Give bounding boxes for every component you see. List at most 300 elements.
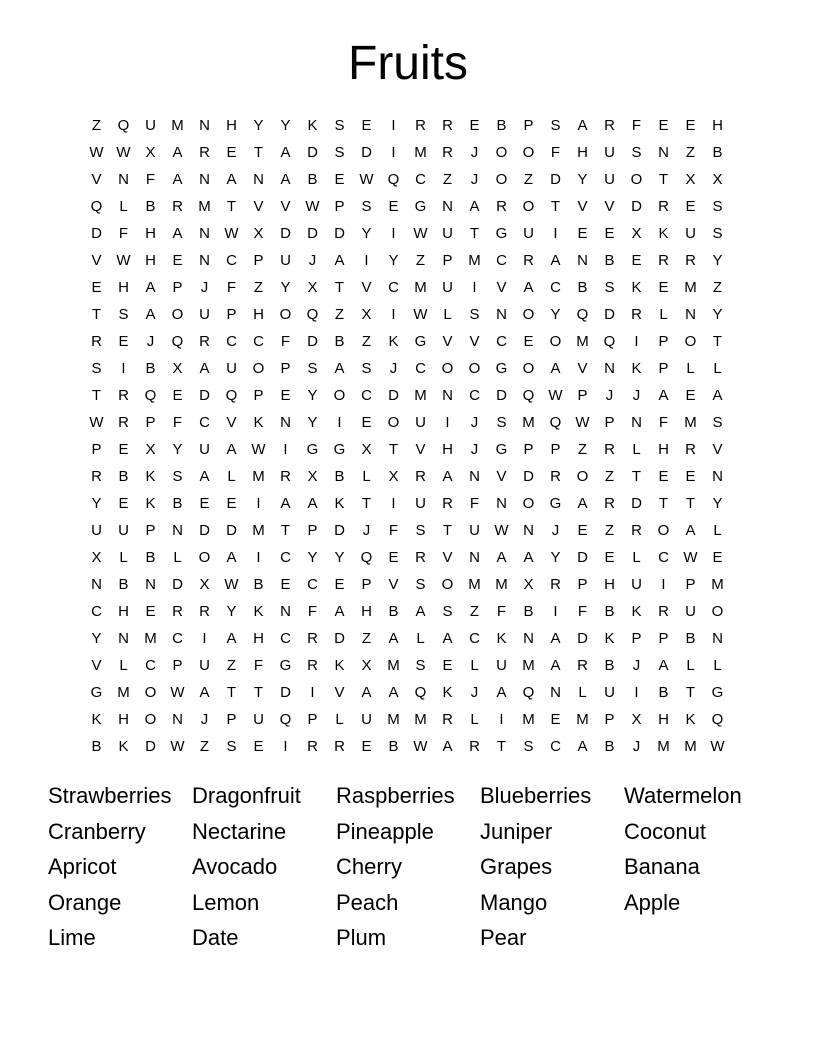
grid-letter: Q	[117, 117, 130, 134]
grid-letter: A	[496, 684, 507, 701]
grid-letter: R	[550, 576, 561, 593]
grid-letter: S	[469, 306, 480, 323]
grid-letter: I	[472, 279, 477, 296]
grid-letter: N	[712, 630, 723, 647]
grid-letter: P	[172, 279, 183, 296]
grid-letter: A	[226, 549, 237, 566]
grid-letter: N	[172, 522, 183, 539]
grid-letter: B	[334, 333, 345, 350]
grid-letter: Y	[307, 414, 318, 431]
grid-letter: B	[496, 117, 507, 134]
grid-letter: O	[576, 468, 589, 485]
grid-letter: L	[119, 549, 128, 566]
grid-letter: H	[442, 441, 453, 458]
grid-letter: A	[334, 603, 345, 620]
grid-letter: S	[712, 225, 723, 242]
grid-letter: J	[308, 252, 317, 269]
grid-letter: M	[252, 522, 265, 539]
grid-letter: N	[145, 576, 156, 593]
grid-letter: H	[145, 225, 156, 242]
grid-letter: D	[334, 630, 345, 647]
grid-letter: X	[685, 171, 696, 188]
word-list-item: Date	[192, 925, 239, 950]
grid-letter: M	[198, 198, 211, 215]
grid-letter: U	[496, 657, 507, 674]
grid-letter: P	[604, 414, 615, 431]
grid-letter: Y	[712, 495, 723, 512]
grid-letter: B	[253, 576, 264, 593]
grid-letter: C	[415, 360, 426, 377]
grid-letter: A	[226, 441, 237, 458]
grid-letter: E	[361, 117, 372, 134]
grid-letter: R	[604, 495, 615, 512]
grid-letter: B	[577, 279, 588, 296]
grid-letter: R	[496, 198, 507, 215]
grid-letter: N	[442, 198, 453, 215]
grid-letter: D	[226, 522, 237, 539]
grid-letter: Z	[334, 306, 345, 323]
grid-letter: K	[631, 603, 642, 620]
grid-letter: F	[469, 495, 480, 512]
grid-letter: E	[469, 117, 480, 134]
grid-letter: C	[280, 549, 291, 566]
word-list-item: Watermelon	[624, 783, 742, 808]
grid-letter: P	[658, 333, 669, 350]
grid-letter: S	[442, 603, 453, 620]
grid-letter: S	[415, 657, 426, 674]
grid-letter: C	[307, 576, 318, 593]
grid-letter: D	[361, 144, 372, 161]
grid-letter: Z	[523, 171, 534, 188]
grid-letter: E	[361, 414, 372, 431]
grid-letter: E	[631, 252, 642, 269]
grid-letter: H	[604, 576, 615, 593]
grid-letter: B	[172, 495, 183, 512]
grid-letter: F	[631, 117, 642, 134]
grid-letter: P	[361, 576, 372, 593]
grid-letter: L	[119, 657, 128, 674]
grid-letter: J	[200, 279, 209, 296]
grid-letter: F	[253, 657, 264, 674]
grid-letter: O	[387, 414, 400, 431]
grid-letter: T	[226, 684, 237, 701]
grid-letter: T	[91, 387, 102, 404]
grid-letter: P	[685, 576, 696, 593]
grid-letter: Q	[522, 387, 535, 404]
grid-letter: E	[523, 333, 534, 350]
grid-letter: Q	[414, 684, 427, 701]
grid-letter: B	[685, 630, 696, 647]
grid-letter: C	[226, 252, 237, 269]
grid-letter: A	[442, 468, 453, 485]
grid-letter: Q	[522, 684, 535, 701]
grid-letter: O	[441, 360, 454, 377]
grid-letter: G	[495, 360, 508, 377]
grid-letter: Q	[549, 414, 562, 431]
grid-letter: V	[496, 279, 507, 296]
grid-letter: F	[658, 414, 669, 431]
word-list-item: Orange	[48, 889, 122, 915]
grid-letter: E	[658, 279, 669, 296]
grid-letter: J	[632, 738, 641, 755]
grid-letter: C	[361, 387, 372, 404]
grid-letter: C	[658, 549, 669, 566]
grid-letter: R	[442, 495, 453, 512]
grid-letter: O	[495, 171, 508, 188]
grid-letter: A	[172, 144, 183, 161]
grid-letter: U	[604, 144, 615, 161]
grid-letter: M	[684, 414, 697, 431]
grid-letter: X	[172, 360, 183, 377]
grid-letter: U	[469, 522, 480, 539]
grid-letter: R	[523, 252, 534, 269]
grid-letter: P	[523, 441, 534, 458]
grid-letter: Y	[550, 306, 561, 323]
grid-letter: G	[90, 684, 103, 701]
grid-letter: X	[712, 171, 723, 188]
grid-letter: V	[91, 171, 102, 188]
grid-letter: F	[550, 144, 561, 161]
grid-letter: R	[658, 603, 669, 620]
grid-letter: N	[280, 603, 291, 620]
grid-letter: S	[550, 117, 561, 134]
grid-letter: A	[280, 144, 291, 161]
word-list-item: Lime	[48, 925, 96, 950]
grid-letter: V	[361, 279, 372, 296]
grid-letter: O	[549, 333, 562, 350]
grid-letter: E	[172, 387, 183, 404]
grid-letter: N	[712, 468, 723, 485]
grid-letter: N	[658, 144, 669, 161]
grid-letter: C	[469, 630, 480, 647]
grid-letter: O	[522, 144, 535, 161]
grid-letter: S	[415, 522, 426, 539]
grid-letter: S	[91, 360, 102, 377]
grid-letter: I	[499, 711, 504, 728]
grid-letter: Z	[685, 144, 696, 161]
grid-letter: C	[145, 657, 156, 674]
grid-letter: V	[577, 198, 588, 215]
grid-letter: B	[145, 198, 156, 215]
grid-letter: E	[361, 738, 372, 755]
word-list-item: Pineapple	[336, 818, 434, 844]
grid-letter: Z	[469, 603, 480, 620]
grid-letter: P	[658, 630, 669, 647]
grid-letter: B	[118, 576, 129, 593]
grid-letter: P	[577, 576, 588, 593]
grid-letter: N	[280, 414, 291, 431]
grid-letter: M	[414, 279, 427, 296]
grid-letter: P	[226, 711, 237, 728]
grid-letter: W	[170, 738, 185, 755]
grid-letter: N	[469, 468, 480, 485]
grid-letter: W	[170, 684, 185, 701]
grid-letter: W	[575, 414, 590, 431]
grid-letter: A	[280, 171, 291, 188]
grid-letter: X	[253, 225, 264, 242]
grid-letter: D	[334, 522, 345, 539]
grid-letter: R	[469, 738, 480, 755]
grid-letter: M	[252, 468, 265, 485]
grid-letter: U	[199, 441, 210, 458]
grid-letter: T	[442, 522, 453, 539]
grid-letter: P	[280, 360, 291, 377]
grid-letter: Z	[604, 522, 615, 539]
grid-letter: M	[414, 387, 427, 404]
grid-letter: B	[145, 360, 156, 377]
grid-letter: F	[307, 603, 318, 620]
grid-letter: A	[469, 198, 480, 215]
grid-letter: Q	[711, 711, 724, 728]
grid-letter: N	[469, 549, 480, 566]
grid-letter: N	[172, 711, 183, 728]
grid-letter: A	[145, 306, 156, 323]
grid-letter: Q	[387, 171, 400, 188]
grid-letter: J	[632, 657, 641, 674]
grid-letter: H	[118, 279, 129, 296]
grid-letter: B	[334, 468, 345, 485]
grid-letter: J	[146, 333, 155, 350]
grid-letter: I	[634, 333, 639, 350]
grid-letter: X	[523, 576, 534, 593]
grid-letter: A	[577, 738, 588, 755]
grid-letter: R	[415, 549, 426, 566]
grid-letter: Y	[712, 252, 723, 269]
grid-letter: R	[307, 657, 318, 674]
grid-letter: M	[414, 711, 427, 728]
grid-letter: W	[251, 441, 266, 458]
grid-letter: U	[253, 711, 264, 728]
grid-letter: L	[713, 360, 722, 377]
grid-letter: H	[118, 711, 129, 728]
grid-letter: C	[550, 738, 561, 755]
word-list-item: Cranberry	[48, 818, 146, 844]
word-list-item: Lemon	[192, 889, 260, 915]
grid-letter: L	[173, 549, 182, 566]
grid-letter: P	[523, 117, 534, 134]
grid-letter: H	[253, 630, 264, 647]
grid-letter: B	[523, 603, 534, 620]
grid-letter: W	[305, 198, 320, 215]
word-list-item: Blueberries	[480, 783, 592, 808]
grid-letter: G	[495, 225, 508, 242]
grid-letter: P	[307, 522, 318, 539]
grid-letter: S	[604, 279, 615, 296]
grid-letter: B	[712, 144, 723, 161]
grid-letter: I	[337, 414, 342, 431]
grid-letter: R	[118, 414, 129, 431]
word-list-item: Banana	[624, 854, 700, 879]
grid-letter: A	[658, 657, 669, 674]
grid-letter: E	[118, 333, 129, 350]
grid-letter: M	[522, 657, 535, 674]
grid-letter: G	[333, 441, 346, 458]
grid-letter: C	[280, 630, 291, 647]
grid-letter: M	[468, 576, 481, 593]
grid-letter: A	[442, 630, 453, 647]
grid-letter: C	[550, 279, 561, 296]
grid-letter: R	[280, 468, 291, 485]
grid-letter: S	[631, 144, 642, 161]
grid-letter: R	[199, 603, 210, 620]
grid-letter: J	[632, 387, 641, 404]
grid-letter: H	[577, 144, 588, 161]
grid-letter: Q	[225, 387, 238, 404]
grid-letter: U	[685, 225, 696, 242]
page-title: Fruits	[348, 37, 468, 90]
grid-letter: W	[548, 387, 563, 404]
grid-letter: R	[118, 387, 129, 404]
grid-letter: O	[522, 306, 535, 323]
grid-letter: M	[117, 684, 130, 701]
grid-letter: G	[495, 441, 508, 458]
grid-letter: M	[657, 738, 670, 755]
grid-letter: O	[495, 144, 508, 161]
grid-letter: W	[413, 738, 428, 755]
grid-letter: O	[711, 603, 724, 620]
grid-letter: C	[496, 333, 507, 350]
grid-letter: E	[226, 144, 237, 161]
grid-letter: E	[226, 495, 237, 512]
grid-letter: S	[712, 198, 723, 215]
grid-letter: Z	[577, 441, 588, 458]
grid-letter: B	[604, 738, 615, 755]
grid-letter: Q	[171, 333, 184, 350]
word-list-item: Raspberries	[336, 783, 455, 808]
grid-letter: R	[307, 738, 318, 755]
grid-letter: U	[415, 414, 426, 431]
grid-letter: O	[522, 198, 535, 215]
grid-letter: V	[577, 360, 588, 377]
grid-letter: A	[550, 252, 561, 269]
grid-letter: I	[391, 306, 396, 323]
grid-letter: E	[388, 198, 399, 215]
grid-letter: D	[307, 225, 318, 242]
grid-letter: S	[361, 360, 372, 377]
grid-letter: J	[470, 144, 479, 161]
grid-letter: G	[549, 495, 562, 512]
grid-letter: B	[388, 738, 399, 755]
grid-letter: L	[470, 711, 479, 728]
grid-letter: M	[387, 657, 400, 674]
grid-letter: D	[280, 684, 291, 701]
grid-letter: A	[199, 360, 210, 377]
grid-letter: O	[684, 333, 697, 350]
grid-letter: R	[199, 144, 210, 161]
grid-letter: C	[199, 414, 210, 431]
grid-letter: A	[199, 684, 210, 701]
grid-letter: T	[253, 684, 264, 701]
grid-letter: C	[253, 333, 264, 350]
grid-letter: R	[334, 738, 345, 755]
grid-letter: A	[523, 279, 534, 296]
grid-letter: I	[256, 549, 261, 566]
grid-letter: U	[685, 603, 696, 620]
grid-letter: P	[253, 252, 264, 269]
grid-letter: X	[145, 144, 156, 161]
grid-letter: I	[202, 630, 207, 647]
grid-letter: B	[145, 549, 156, 566]
grid-letter: N	[496, 495, 507, 512]
grid-letter: Y	[550, 549, 561, 566]
grid-letter: J	[605, 387, 614, 404]
grid-letter: M	[522, 414, 535, 431]
grid-letter: T	[469, 225, 480, 242]
grid-letter: D	[631, 495, 642, 512]
grid-letter: Q	[576, 306, 589, 323]
grid-letter: R	[685, 252, 696, 269]
grid-letter: Y	[280, 117, 291, 134]
grid-letter: P	[172, 657, 183, 674]
grid-letter: V	[91, 252, 102, 269]
grid-letter: S	[334, 144, 345, 161]
grid-letter: W	[224, 576, 239, 593]
grid-letter: Z	[199, 738, 210, 755]
grid-letter: N	[91, 576, 102, 593]
grid-letter: P	[91, 441, 102, 458]
grid-letter: Y	[91, 630, 102, 647]
grid-letter: T	[496, 738, 507, 755]
grid-letter: K	[685, 711, 696, 728]
grid-letter: M	[414, 144, 427, 161]
grid-letter: I	[553, 603, 558, 620]
grid-letter: M	[387, 711, 400, 728]
grid-letter: P	[226, 306, 237, 323]
grid-letter: V	[226, 414, 237, 431]
grid-letter: Q	[306, 306, 319, 323]
grid-letter: P	[604, 711, 615, 728]
grid-letter: J	[389, 360, 398, 377]
grid-letter: G	[711, 684, 724, 701]
grid-letter: R	[415, 468, 426, 485]
grid-letter: C	[469, 387, 480, 404]
grid-letter: G	[414, 198, 427, 215]
grid-letter: B	[658, 684, 669, 701]
grid-letter: C	[388, 279, 399, 296]
grid-letter: N	[577, 252, 588, 269]
grid-letter: E	[280, 387, 291, 404]
grid-letter: N	[604, 360, 615, 377]
grid-letter: P	[442, 252, 453, 269]
grid-letter: P	[307, 711, 318, 728]
word-list-item: Pear	[480, 925, 527, 950]
grid-letter: D	[577, 630, 588, 647]
grid-letter: I	[256, 495, 261, 512]
grid-letter: Y	[91, 495, 102, 512]
grid-letter: Q	[360, 549, 373, 566]
grid-letter: T	[226, 198, 237, 215]
grid-letter: U	[415, 495, 426, 512]
grid-letter: V	[280, 198, 291, 215]
grid-letter: U	[199, 306, 210, 323]
grid-letter: D	[91, 225, 102, 242]
grid-letter: X	[631, 711, 642, 728]
grid-letter: L	[443, 306, 452, 323]
grid-letter: Y	[253, 117, 264, 134]
grid-letter: K	[658, 225, 669, 242]
grid-letter: T	[658, 495, 669, 512]
grid-letter: W	[710, 738, 725, 755]
grid-letter: U	[523, 225, 534, 242]
grid-letter: I	[445, 414, 450, 431]
grid-letter: D	[172, 576, 183, 593]
grid-letter: D	[577, 549, 588, 566]
grid-letter: F	[388, 522, 399, 539]
word-list-item: Strawberries	[48, 783, 172, 808]
grid-letter: W	[224, 225, 239, 242]
grid-letter: H	[253, 306, 264, 323]
grid-letter: K	[604, 630, 615, 647]
